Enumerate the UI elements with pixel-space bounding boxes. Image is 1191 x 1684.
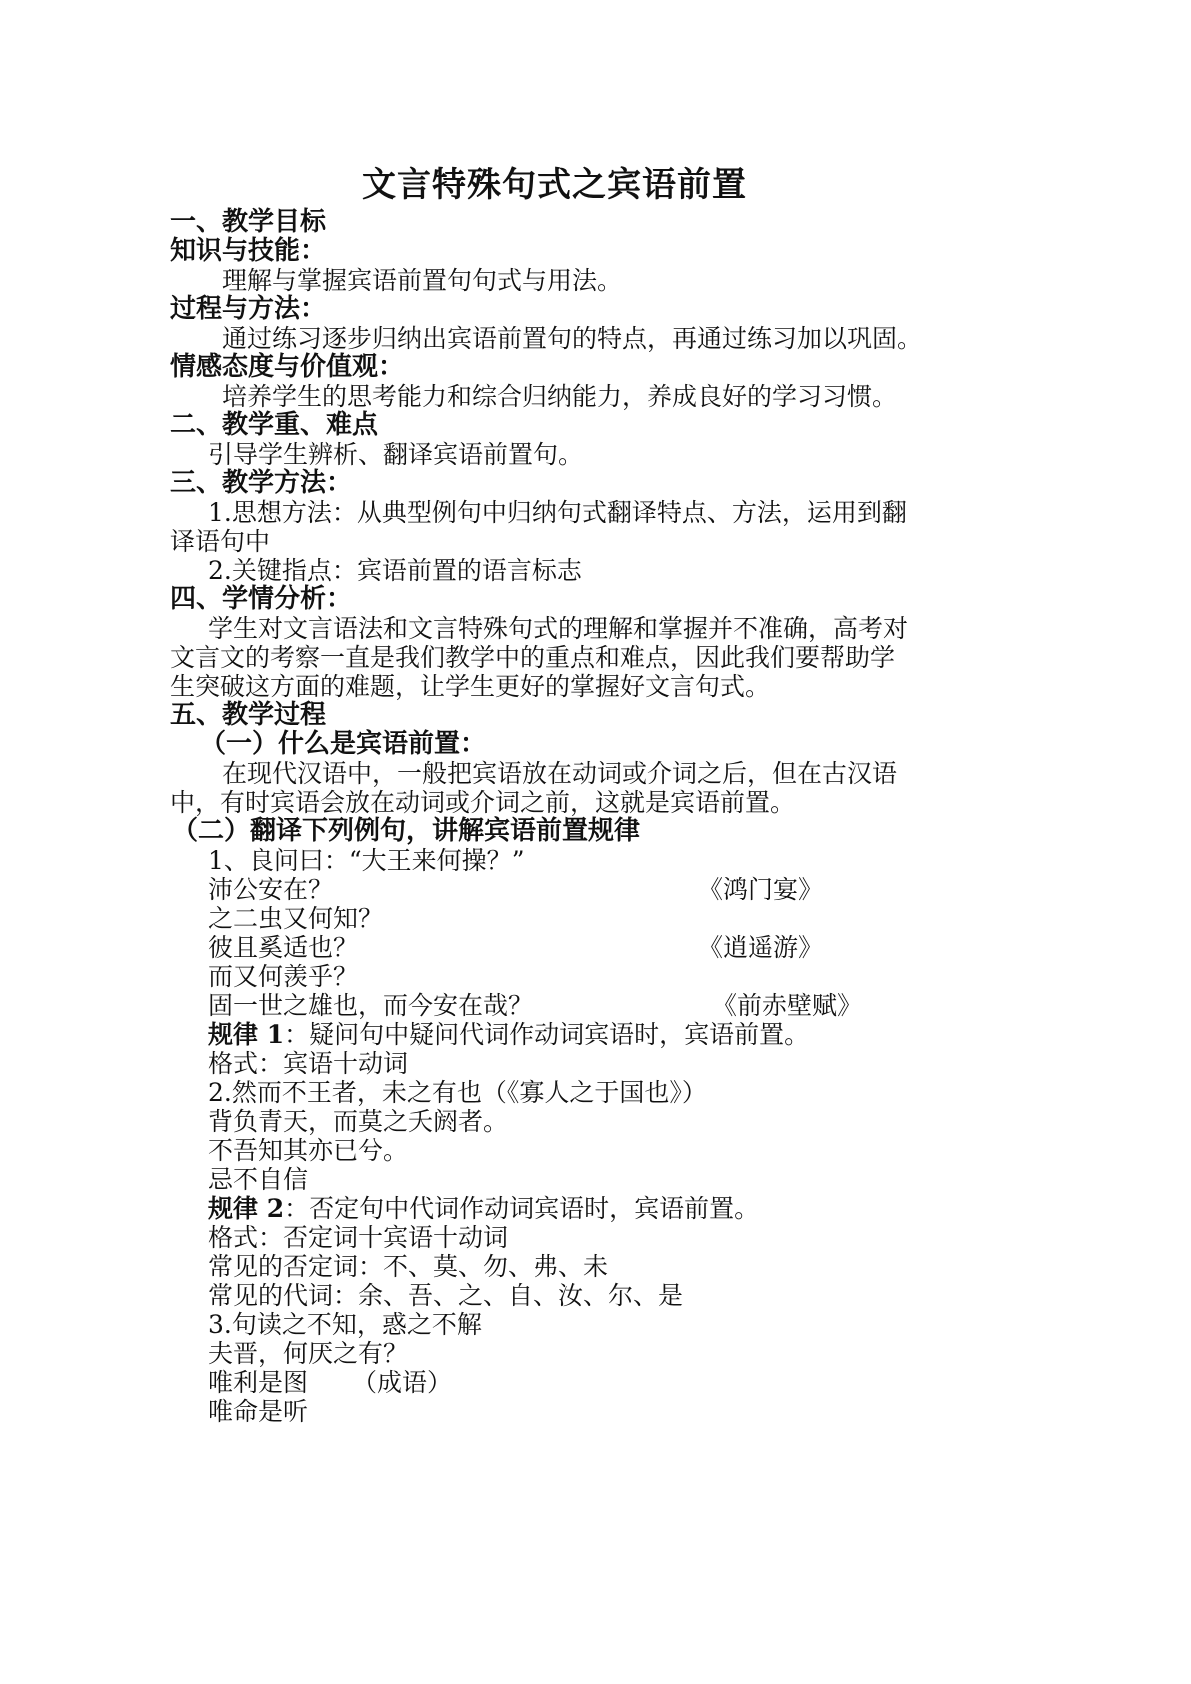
rule-1-label: 规律 1 xyxy=(208,1020,285,1049)
format-1: 格式：宾语十动词 xyxy=(208,1049,409,1078)
example-line: 沛公安在？ xyxy=(208,875,334,904)
example-line: 而又何羡乎？ xyxy=(208,962,359,991)
example-line: 背负青天，而莫之夭阏者。 xyxy=(208,1107,509,1136)
subsection-heading-what-is: （一）什么是宾语前置： xyxy=(200,729,487,759)
section-heading-analysis: 四、学情分析： xyxy=(170,584,353,614)
rule-1 xyxy=(208,1019,809,1050)
method-item-1-line-2: 译语句中 xyxy=(170,527,271,556)
rule-2 xyxy=(208,1193,759,1224)
example-line: 固一世之雄也，而今安在哉？ xyxy=(208,991,534,1020)
example-source: 《前赤壁赋》 xyxy=(712,991,863,1020)
key-points-text: 引导学生辨析、翻译宾语前置句。 xyxy=(208,440,584,469)
example-line: 唯命是听 xyxy=(208,1397,309,1426)
example-line: 唯利是图 xyxy=(208,1368,309,1397)
section-heading-process: 五、教学过程 xyxy=(170,700,327,730)
section-heading-key-points: 二、教学重、难点 xyxy=(170,410,379,440)
analysis-line-2: 文言文的考察一直是我们教学中的重点和难点，因此我们要帮助学 xyxy=(170,643,896,672)
example-line: 夫晋，何厌之有？ xyxy=(208,1339,409,1368)
document-title: 文言特殊句式之宾语前置 xyxy=(362,165,747,205)
definition-line-2: 中，有时宾语会放在动词或介词之前，这就是宾语前置。 xyxy=(170,788,796,817)
definition-line-1: 在现代汉语中，一般把宾语放在动词或介词之后，但在古汉语 xyxy=(222,759,898,788)
rule-1-text: ：疑问句中疑问代词作动词宾语时，宾语前置。 xyxy=(284,1020,810,1049)
analysis-line-3: 生突破这方面的难题，让学生更好的掌握好文言句式。 xyxy=(170,672,771,701)
section-heading-objectives: 一、教学目标 xyxy=(170,207,327,237)
emotion-label: 情感态度与价值观： xyxy=(170,352,405,382)
rule-2-text: ：否定句中代词作动词宾语时，宾语前置。 xyxy=(284,1194,760,1223)
example-source: 《鸿门宴》 xyxy=(698,875,824,904)
example-line: 不吾知其亦已兮。 xyxy=(208,1136,409,1165)
example-line: 2.然而不王者，未之有也（《寡人之于国也》） xyxy=(208,1078,707,1107)
example-line: 忌不自信 xyxy=(208,1165,309,1194)
common-pronouns: 常见的代词：余、吾、之、自、汝、尔、是 xyxy=(208,1281,684,1310)
rule-2-label: 规律 2 xyxy=(208,1194,285,1223)
section-heading-methods: 三、教学方法： xyxy=(170,468,353,498)
example-source: 《逍遥游》 xyxy=(698,933,824,962)
example-note: （成语） xyxy=(352,1368,453,1397)
process-label: 过程与方法： xyxy=(170,294,327,324)
knowledge-text: 理解与掌握宾语前置句句式与用法。 xyxy=(222,266,623,295)
method-item-1-line-1: 1.思想方法：从典型例句中归纳句式翻译特点、方法，运用到翻 xyxy=(208,498,907,527)
negation-words: 常见的否定词：不、莫、勿、弗、未 xyxy=(208,1252,609,1281)
example-line: 1、良问曰：“大王来何操？” xyxy=(208,846,525,875)
subsection-heading-examples: （二）翻译下列例句，讲解宾语前置规律 xyxy=(172,816,641,846)
format-2: 格式：否定词十宾语十动词 xyxy=(208,1223,509,1252)
knowledge-label: 知识与技能： xyxy=(170,236,327,266)
analysis-line-1: 学生对文言语法和文言特殊句式的理解和掌握并不准确，高考对 xyxy=(208,614,909,643)
example-line: 彼且奚适也？ xyxy=(208,933,359,962)
method-item-2: 2.关键指点：宾语前置的语言标志 xyxy=(208,556,582,585)
example-line: 之二虫又何知？ xyxy=(208,904,384,933)
process-text: 通过练习逐步归纳出宾语前置句的特点，再通过练习加以巩固。 xyxy=(222,324,923,353)
example-line: 3.句读之不知，惑之不解 xyxy=(208,1310,482,1339)
emotion-text: 培养学生的思考能力和综合归纳能力，养成良好的学习习惯。 xyxy=(222,382,898,411)
